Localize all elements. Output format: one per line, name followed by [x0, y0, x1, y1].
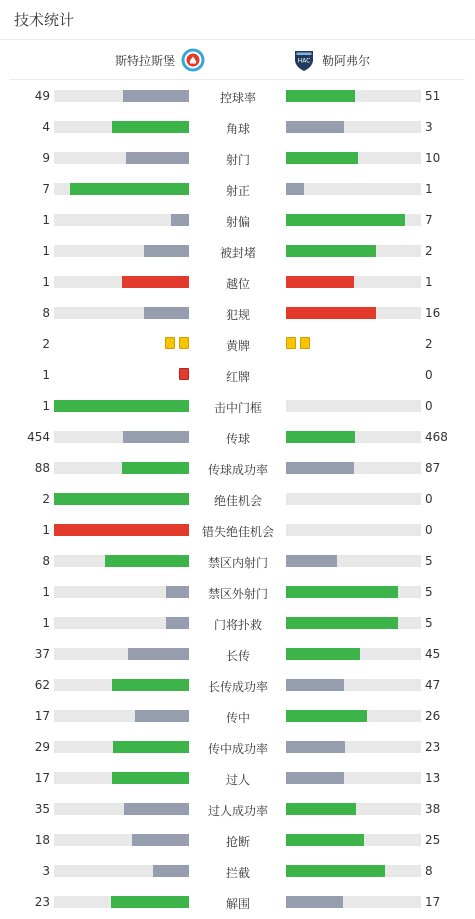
away-bar: [286, 90, 355, 102]
away-bar: [286, 307, 376, 319]
stat-label: 过人成功率: [207, 804, 268, 818]
home-value: 1: [42, 368, 50, 382]
stat-label: 红牌: [225, 370, 250, 384]
stat-label: 角球: [225, 122, 250, 136]
away-bar: [286, 741, 345, 753]
header: [0, 0, 475, 40]
stat-label: 过人: [225, 773, 250, 787]
stat-row: [0, 329, 475, 360]
stat-label: 门将扑救: [213, 618, 262, 632]
home-value: 1: [42, 399, 50, 413]
home-cards: [165, 337, 189, 349]
home-team-name: 斯特拉斯堡: [114, 53, 175, 68]
stat-row: [0, 267, 475, 298]
away-value: 25: [425, 833, 441, 847]
stat-label: 越位: [225, 277, 250, 291]
stat-row: [0, 608, 475, 639]
stat-label: 射门: [225, 153, 250, 167]
home-value: 29: [34, 740, 50, 754]
stat-label: 被封堵: [219, 246, 256, 260]
away-value: 5: [425, 616, 433, 630]
away-bar: [286, 834, 364, 846]
stat-label: 传球: [225, 432, 250, 446]
away-bar: [286, 865, 385, 877]
away-value: 17: [425, 895, 441, 909]
stat-label: 长传成功率: [207, 680, 268, 694]
away-bar-track: [286, 524, 421, 536]
home-value: 454: [27, 430, 50, 444]
away-value: 10: [425, 151, 441, 165]
home-value: 49: [34, 89, 50, 103]
home-bar: [112, 772, 189, 784]
away-bar: [286, 555, 337, 567]
away-bar: [286, 462, 354, 474]
away-value: 8: [425, 864, 433, 878]
home-value: 35: [34, 802, 50, 816]
away-bar-track: [286, 834, 421, 846]
home-bar-track: [54, 90, 189, 102]
stat-row: [0, 794, 475, 825]
away-bar: [286, 803, 356, 815]
stat-row: [0, 732, 475, 763]
away-value: 1: [425, 182, 433, 196]
stat-label: 控球率: [219, 91, 256, 105]
away-value: 45: [425, 647, 441, 661]
home-bar: [111, 896, 189, 908]
home-bar: [54, 493, 189, 505]
away-value: 16: [425, 306, 441, 320]
stat-label: 传中成功率: [207, 742, 268, 756]
away-bar-track: [286, 245, 421, 257]
stat-row: [0, 391, 475, 422]
away-bar-track: [286, 90, 421, 102]
away-bar-track: [286, 679, 421, 691]
home-bar: [132, 834, 189, 846]
stat-label: 错失绝佳机会: [201, 525, 274, 539]
stat-row: [0, 701, 475, 732]
home-bar-track: [54, 555, 189, 567]
away-value: 7: [425, 213, 433, 227]
home-value: 1: [42, 244, 50, 258]
away-bar: [286, 431, 355, 443]
home-bar: [54, 400, 189, 412]
home-bar-track: [54, 493, 189, 505]
away-bar-track: [286, 772, 421, 784]
away-bar-track: [286, 710, 421, 722]
away-bar: [286, 617, 398, 629]
stat-label: 传中: [225, 711, 250, 725]
away-bar: [286, 276, 354, 288]
home-bar-track: [54, 276, 189, 288]
stat-row: [0, 81, 475, 112]
home-bar: [135, 710, 189, 722]
stat-label: 传球成功率: [207, 463, 268, 477]
stat-row: [0, 546, 475, 577]
yellow-card-icon: [179, 337, 189, 349]
home-bar-track: [54, 245, 189, 257]
home-bar: [123, 431, 189, 443]
home-value: 62: [34, 678, 50, 692]
home-bar: [113, 741, 189, 753]
stat-label: 射偏: [225, 215, 250, 229]
le-havre-crest-icon: [292, 48, 316, 72]
stat-label: 黄牌: [225, 339, 250, 353]
home-bar: [171, 214, 189, 226]
stat-label: 禁区外射门: [207, 587, 268, 601]
home-bar: [126, 152, 189, 164]
away-bar: [286, 710, 367, 722]
yellow-card-icon: [300, 337, 310, 349]
home-bar-track: [54, 183, 189, 195]
stat-row: [0, 174, 475, 205]
away-value: 13: [425, 771, 441, 785]
strasbourg-crest-icon: [181, 48, 205, 72]
away-value: 87: [425, 461, 441, 475]
stat-row: [0, 856, 475, 887]
away-bar: [286, 679, 344, 691]
away-bar-track: [286, 555, 421, 567]
stat-label: 击中门框: [213, 401, 262, 415]
svg-text:HAC: HAC: [297, 57, 311, 65]
away-value: 51: [425, 89, 441, 103]
away-bar-track: [286, 586, 421, 598]
home-bar-track: [54, 710, 189, 722]
home-value: 23: [34, 895, 50, 909]
home-bar: [70, 183, 189, 195]
home-value: 3: [42, 864, 50, 878]
away-value: 23: [425, 740, 441, 754]
home-value: 2: [42, 492, 50, 506]
home-value: 1: [42, 213, 50, 227]
away-bar-track: [286, 400, 421, 412]
home-bar-track: [54, 462, 189, 474]
stat-row: [0, 205, 475, 236]
stat-row: [0, 143, 475, 174]
home-bar: [124, 803, 189, 815]
yellow-card-icon: [165, 337, 175, 349]
home-value: 2: [42, 337, 50, 351]
away-bar-track: [286, 214, 421, 226]
home-bar-track: [54, 617, 189, 629]
home-value: 1: [42, 523, 50, 537]
away-bar: [286, 772, 344, 784]
stat-row: [0, 887, 475, 918]
home-bar-track: [54, 741, 189, 753]
away-bar: [286, 648, 360, 660]
stat-label: 长传: [225, 649, 250, 663]
stats-list: [0, 81, 475, 918]
home-bar: [123, 90, 189, 102]
home-bar-track: [54, 586, 189, 598]
home-bar: [153, 865, 189, 877]
away-bar-track: [286, 121, 421, 133]
away-value: 3: [425, 120, 433, 134]
home-bar: [166, 586, 189, 598]
away-bar: [286, 121, 344, 133]
red-card-icon: [179, 368, 189, 380]
stat-row: [0, 422, 475, 453]
home-value: 1: [42, 585, 50, 599]
away-value: 2: [425, 244, 433, 258]
away-value: 5: [425, 554, 433, 568]
stat-row: [0, 670, 475, 701]
home-bar: [122, 462, 190, 474]
away-value: 0: [425, 492, 433, 506]
home-bar: [105, 555, 189, 567]
page-title: 技术统计: [14, 11, 75, 29]
away-bar: [286, 245, 376, 257]
away-bar-track: [286, 741, 421, 753]
away-value: 1: [425, 275, 433, 289]
away-bar-track: [286, 865, 421, 877]
stat-label: 绝佳机会: [213, 494, 262, 508]
away-value: 468: [425, 430, 448, 444]
stat-label: 犯规: [225, 308, 250, 322]
home-bar-track: [54, 121, 189, 133]
away-team[interactable]: [292, 48, 370, 72]
home-bar-track: [54, 648, 189, 660]
away-value: 0: [425, 523, 433, 537]
away-value: 5: [425, 585, 433, 599]
away-bar-track: [286, 431, 421, 443]
home-bar: [112, 679, 189, 691]
home-value: 37: [34, 647, 50, 661]
away-value: 47: [425, 678, 441, 692]
home-value: 88: [34, 461, 50, 475]
home-value: 9: [42, 151, 50, 165]
home-bar-track: [54, 524, 189, 536]
home-value: 17: [34, 771, 50, 785]
home-bar-track: [54, 834, 189, 846]
home-value: 18: [34, 833, 50, 847]
home-value: 1: [42, 616, 50, 630]
away-bar-track: [286, 617, 421, 629]
away-value: 26: [425, 709, 441, 723]
stat-row: [0, 453, 475, 484]
home-bar-track: [54, 772, 189, 784]
away-bar: [286, 214, 405, 226]
away-bar-track: [286, 152, 421, 164]
away-bar: [286, 152, 358, 164]
home-bar: [112, 121, 189, 133]
home-bar: [128, 648, 189, 660]
stat-row: [0, 825, 475, 856]
home-value: 17: [34, 709, 50, 723]
away-bar-track: [286, 276, 421, 288]
home-bar-track: [54, 865, 189, 877]
home-bar: [54, 524, 189, 536]
home-bar: [144, 245, 189, 257]
away-bar-track: [286, 896, 421, 908]
home-value: 8: [42, 306, 50, 320]
teams-header: [10, 40, 465, 80]
away-bar: [286, 586, 398, 598]
home-bar: [144, 307, 189, 319]
away-bar-track: [286, 803, 421, 815]
home-bar-track: [54, 896, 189, 908]
home-bar-track: [54, 679, 189, 691]
away-cards: [286, 337, 310, 349]
away-value: 0: [425, 399, 433, 413]
home-value: 7: [42, 182, 50, 196]
home-bar-track: [54, 431, 189, 443]
home-bar-track: [54, 400, 189, 412]
stat-row: [0, 112, 475, 143]
stat-row: [0, 236, 475, 267]
yellow-card-icon: [286, 337, 296, 349]
stat-row: [0, 515, 475, 546]
away-bar-track: [286, 648, 421, 660]
home-team[interactable]: [115, 48, 205, 72]
home-value: 4: [42, 120, 50, 134]
away-bar: [286, 183, 304, 195]
away-bar: [286, 896, 343, 908]
stat-row: [0, 577, 475, 608]
away-value: 38: [425, 802, 441, 816]
stat-label: 拦截: [225, 866, 250, 880]
away-value: 0: [425, 368, 433, 382]
home-bar-track: [54, 307, 189, 319]
stat-label: 解围: [225, 897, 250, 911]
away-bar-track: [286, 462, 421, 474]
stat-row: [0, 639, 475, 670]
home-bar: [166, 617, 189, 629]
home-bar-track: [54, 803, 189, 815]
home-value: 8: [42, 554, 50, 568]
home-value: 1: [42, 275, 50, 289]
away-team-name: 勒阿弗尔: [322, 53, 371, 68]
stat-label: 抢断: [225, 835, 250, 849]
stat-row: [0, 763, 475, 794]
stat-row: [0, 360, 475, 391]
home-bar: [122, 276, 190, 288]
away-value: 2: [425, 337, 433, 351]
away-bar-track: [286, 183, 421, 195]
stat-label: 射正: [225, 184, 250, 198]
stat-row: [0, 298, 475, 329]
stat-label: 禁区内射门: [207, 556, 268, 570]
away-bar-track: [286, 493, 421, 505]
home-bar-track: [54, 214, 189, 226]
home-cards: [179, 368, 189, 380]
away-bar-track: [286, 307, 421, 319]
stat-row: [0, 484, 475, 515]
home-bar-track: [54, 152, 189, 164]
